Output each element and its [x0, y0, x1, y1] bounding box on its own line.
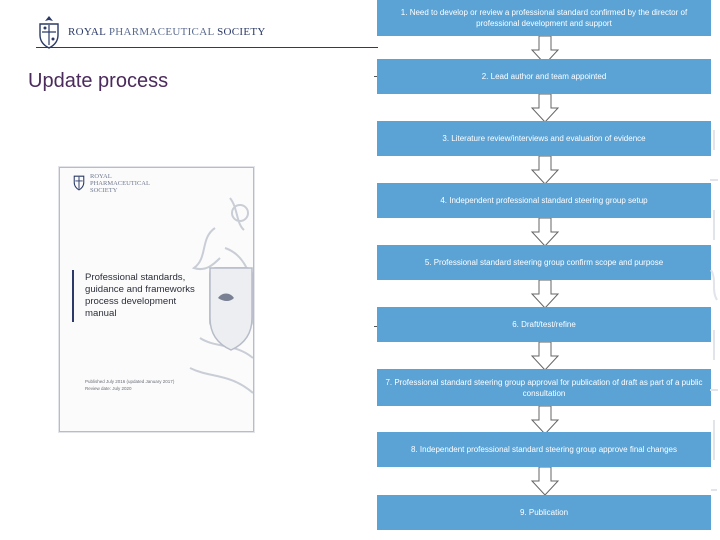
flow-step-7: 7. Professional standard steering group approval for publication of draft as part of a public consultation	[377, 369, 711, 406]
flow-step-3: 3. Literature review/interviews and evaluation of evidence	[377, 121, 711, 156]
flow-step-5: 5. Professional standard steering group confirm scope and purpose	[377, 245, 711, 280]
cover-title: Professional standards, guidance and frameworks process development manual	[85, 272, 195, 319]
flow-step-8: 8. Independent professional standard steering group approve final changes	[377, 432, 711, 467]
down-arrow-icon	[530, 342, 560, 372]
cover-org-name: ROYAL PHARMACEUTICAL SOCIETY	[90, 173, 150, 194]
rps-logo	[36, 12, 266, 52]
down-arrow-icon	[530, 156, 560, 186]
flow-step-2: 2. Lead author and team appointed	[377, 59, 711, 94]
cover-logo	[72, 173, 160, 194]
down-arrow-icon	[530, 218, 560, 248]
down-arrow-icon	[530, 280, 560, 310]
flow-step-6: 6. Draft/test/refine	[377, 307, 711, 342]
down-arrow-icon	[530, 94, 560, 124]
crest-icon	[36, 15, 62, 49]
down-arrow-icon	[530, 467, 560, 497]
flow-step-1: 1. Need to develop or review a professional standard confirmed by the director of professional development and support	[377, 0, 711, 36]
slide-title: Update process	[28, 70, 169, 92]
edge-watermark-decoration	[708, 120, 720, 520]
flow-step-9: 9. Publication	[377, 495, 711, 530]
cover-meta: Published July 2016 (updated January 2017) Review date: July 2020	[85, 379, 175, 391]
manual-cover-thumbnail	[59, 167, 254, 432]
cover-accent-bar	[72, 270, 74, 322]
flow-step-4: 4. Independent professional standard steering group setup	[377, 183, 711, 218]
header-rule	[36, 47, 378, 48]
update-process-flow	[377, 0, 711, 540]
org-name: ROYAL PHARMACEUTICAL SOCIETY	[68, 26, 266, 38]
crest-icon	[72, 173, 86, 191]
